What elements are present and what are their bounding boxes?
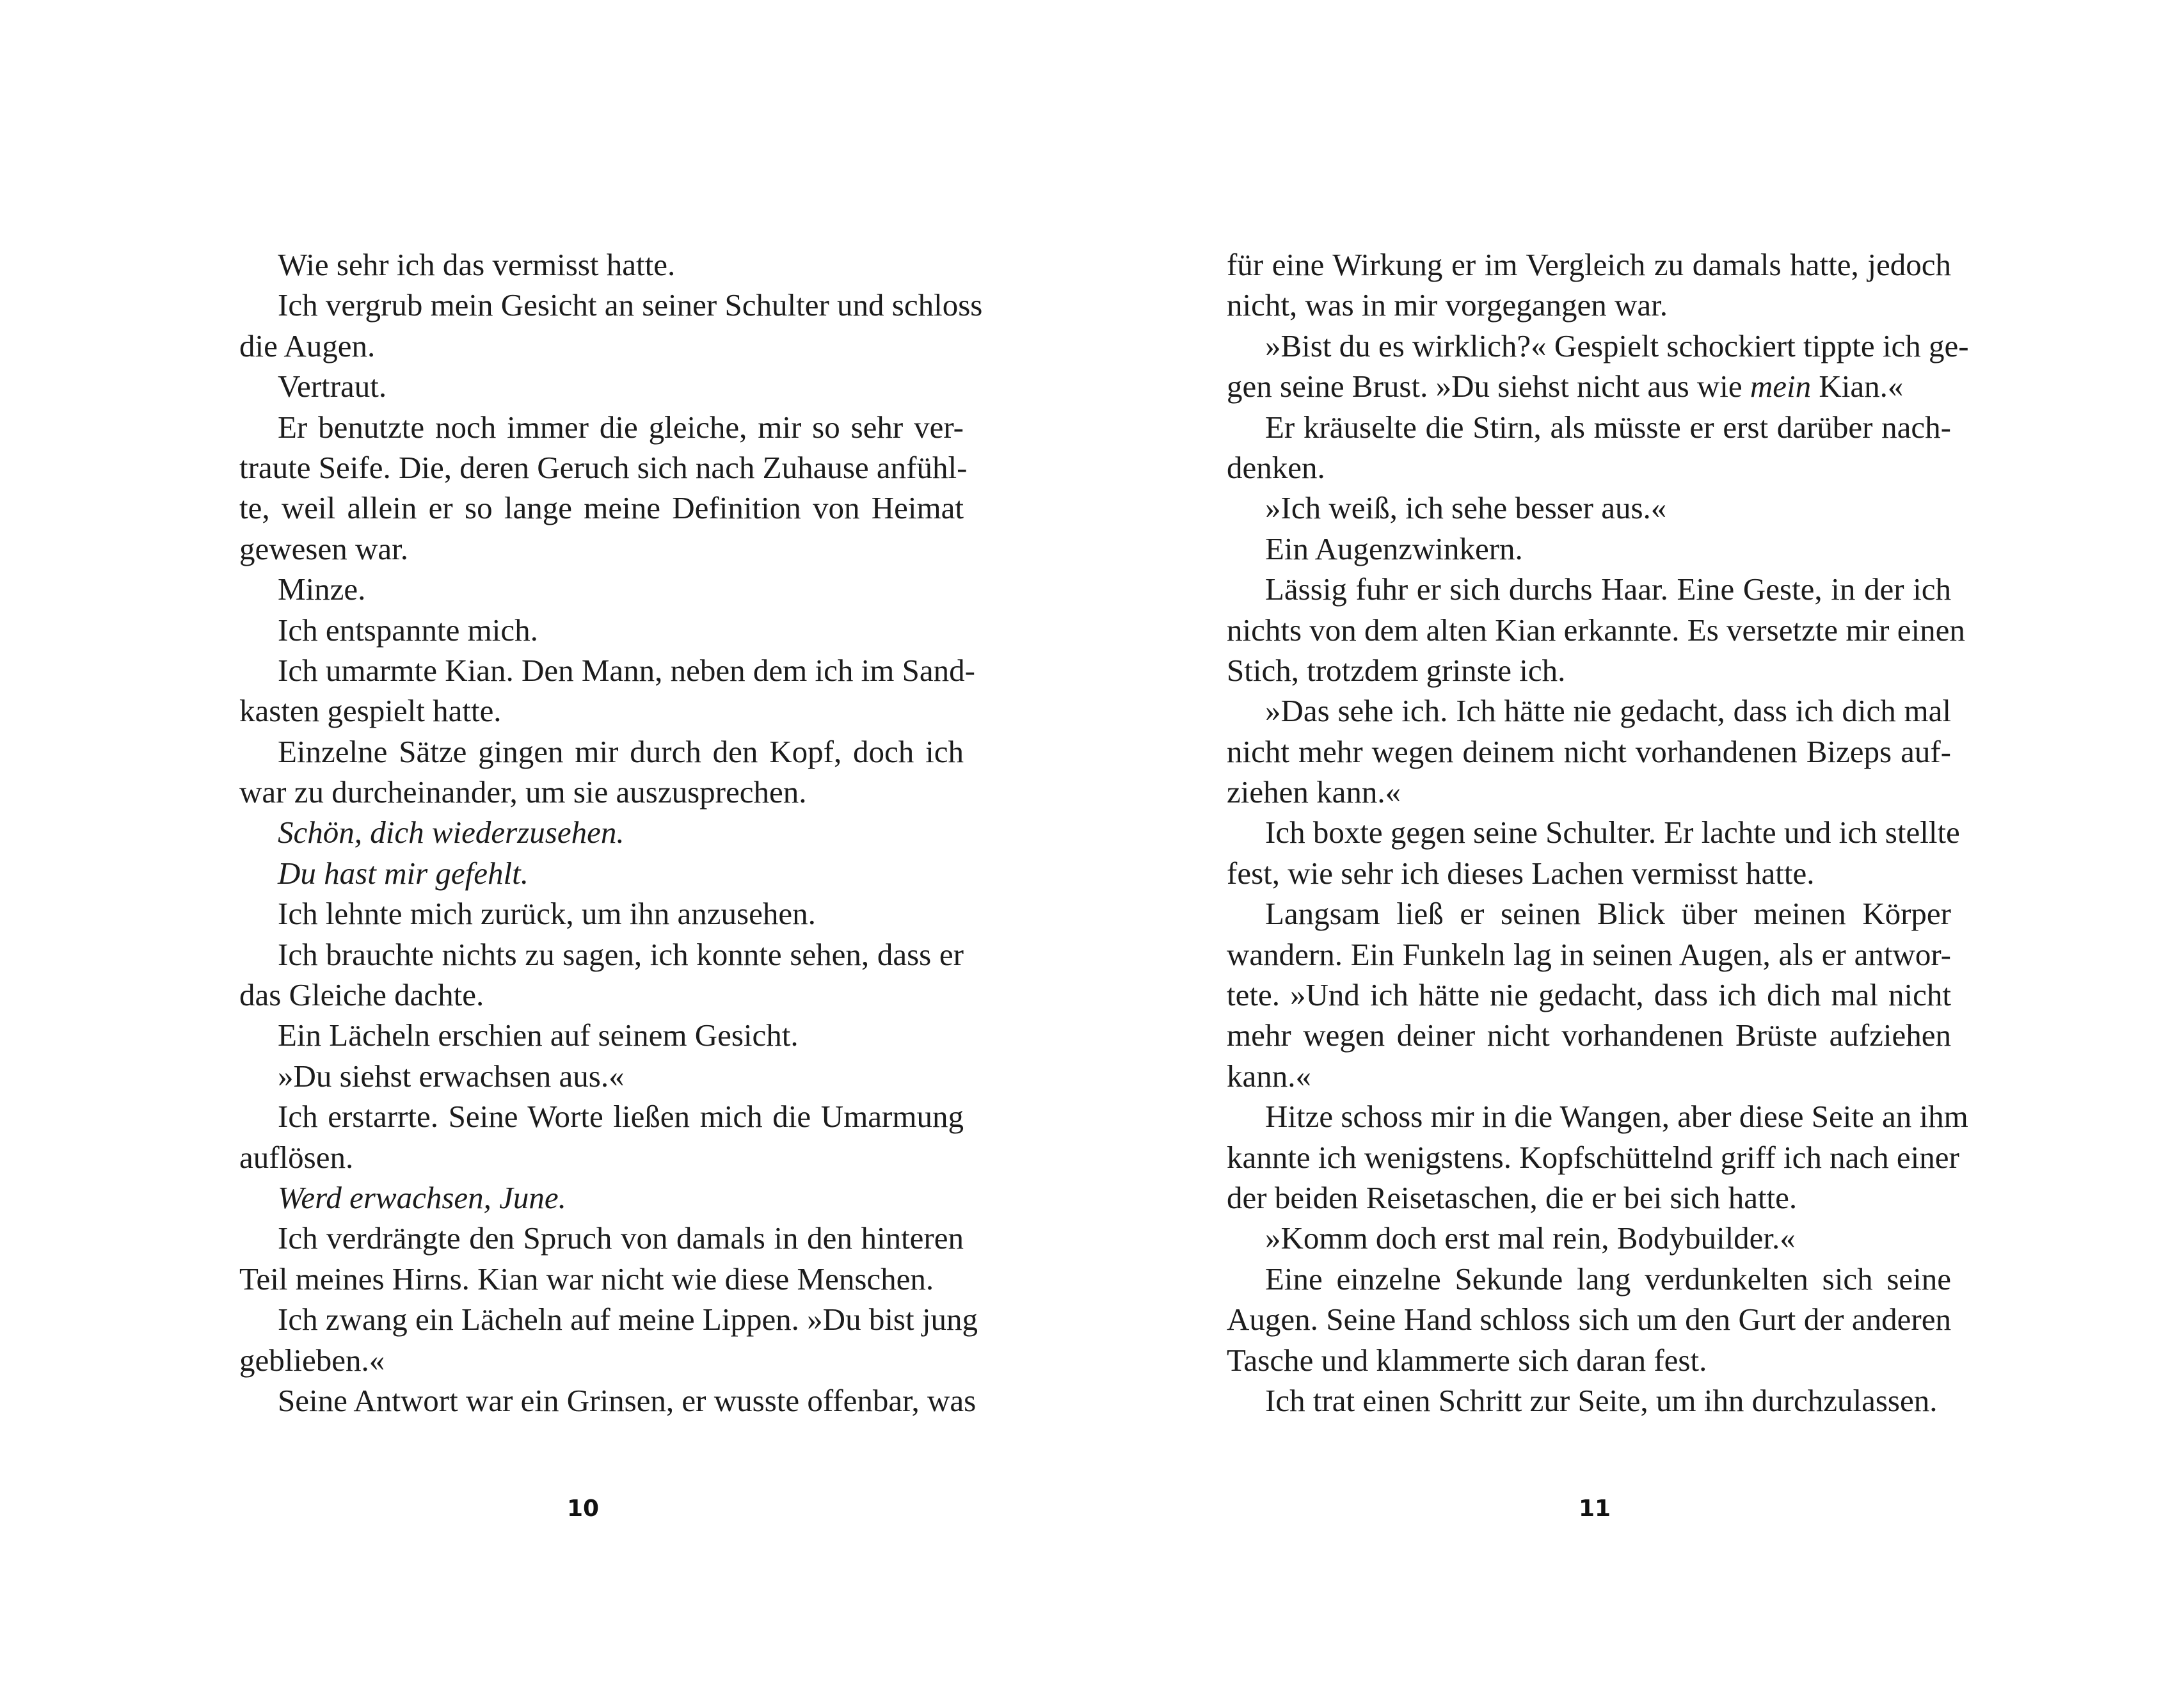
text-line: Ein Lächeln erschien auf seinem Gesicht.: [278, 1018, 799, 1053]
text-line: Ein Augenzwinkern.: [1265, 531, 1523, 566]
right-page-text: [1227, 244, 1969, 1421]
text-line: Ich trat einen Schritt zur Seite, um ihn durchzulassen.: [1265, 1382, 1938, 1418]
text-line: das Gleiche dachte.: [239, 977, 484, 1013]
text-line: Ich vergrub mein Gesicht an seiner Schulter und schloss: [278, 287, 983, 323]
text-line-italic: Werd erwachsen, June.: [278, 1179, 566, 1215]
text-line: der beiden Reisetaschen, die er bei sich hatte.: [1227, 1179, 1798, 1215]
text-line: Langsam ließ er seinen Blick über meinen Körper: [1265, 896, 1951, 932]
left-page: [0, 0, 1088, 1708]
text-line: Eine einzelne Sekunde lang verdunkelten sich seine: [1265, 1261, 1951, 1297]
text-line: gewesen war.: [239, 531, 408, 566]
text-line: Seine Antwort war ein Grinsen, er wusste offenbar, was: [278, 1382, 977, 1418]
text-segment: gen seine Brust. »Du siehst nicht aus wie: [1227, 369, 1750, 404]
text-line: »Komm doch erst mal rein, Bodybuilder.«: [1265, 1220, 1796, 1256]
text-line: Stich, trotzdem grinste ich.: [1227, 652, 1566, 688]
text-line-italic: Du hast mir gefehlt.: [278, 855, 529, 891]
text-line: Ich lehnte mich zurück, um ihn anzusehen.: [278, 896, 816, 932]
text-line: »Das sehe ich. Ich hätte nie gedacht, dass ich dich mal: [1265, 693, 1951, 729]
text-line: Minze.: [278, 571, 366, 607]
text-line: »Du siehst erwachsen aus.«: [278, 1058, 625, 1094]
text-line: Einzelne Sätze gingen mir durch den Kopf, doch ich: [278, 733, 964, 769]
text-line: nichts von dem alten Kian erkannte. Es versetzte mir einen: [1227, 612, 1965, 648]
text-line: Vertraut.: [278, 369, 387, 404]
text-line: fest, wie sehr ich dieses Lachen vermisst hatte.: [1227, 855, 1815, 891]
text-line: Augen. Seine Hand schloss sich um den Gurt der anderen: [1227, 1302, 1951, 1337]
text-line: Ich boxte gegen seine Schulter. Er lachte und ich stellte: [1265, 815, 1960, 850]
text-line: Ich brauchte nichts zu sagen, ich konnte sehen, dass er: [278, 936, 964, 972]
text-line: ziehen kann.«: [1227, 774, 1401, 810]
text-line: denken.: [1227, 449, 1325, 485]
text-line: tete. »Und ich hätte nie gedacht, dass ich dich mal nicht: [1227, 977, 1951, 1013]
text-line-italic: Schön, dich wiederzusehen.: [278, 815, 625, 850]
text-segment: Kian.«: [1811, 369, 1904, 404]
text-line: »Bist du es wirklich?« Gespielt schockiert tippte ich ge-: [1265, 328, 1969, 363]
text-line: nicht, was in mir vorgegangen war.: [1227, 287, 1668, 323]
text-line: Hitze schoss mir in die Wangen, aber diese Seite an ihm: [1265, 1099, 1968, 1135]
text-line: nicht mehr wegen deinem nicht vorhandenen Bizeps auf-: [1227, 733, 1951, 769]
text-line: traute Seife. Die, deren Geruch sich nach Zuhause anfühl-: [239, 449, 968, 485]
text-line: mehr wegen deiner nicht vorhandenen Brüste aufziehen: [1227, 1018, 1951, 1053]
page-number: 11: [1578, 1496, 1611, 1522]
text-line: kannte ich wenigstens. Kopfschüttelnd griff ich nach einer: [1227, 1139, 1959, 1175]
text-line: Ich erstarrte. Seine Worte ließen mich die Umarmung: [278, 1099, 964, 1135]
text-line: die Augen.: [239, 328, 376, 363]
text-line: Teil meines Hirns. Kian war nicht wie diese Menschen.: [239, 1261, 934, 1297]
text-line: Er benutzte noch immer die gleiche, mir so sehr ver-: [278, 409, 964, 445]
text-line: [1227, 366, 1951, 406]
text-line: kasten gespielt hatte.: [239, 693, 502, 729]
text-line: Tasche und klammerte sich daran fest.: [1227, 1342, 1707, 1378]
text-line: Ich zwang ein Lächeln auf meine Lippen. »Du bist jung: [278, 1302, 978, 1337]
text-line: Lässig fuhr er sich durchs Haar. Eine Geste, in der ich: [1265, 571, 1951, 607]
text-line: geblieben.«: [239, 1342, 385, 1378]
page-number: 10: [566, 1496, 600, 1522]
text-line: auflösen.: [239, 1139, 354, 1175]
text-line: für eine Wirkung er im Vergleich zu damals hatte, jedoch: [1227, 247, 1951, 282]
text-line: Ich entspannte mich.: [278, 612, 538, 648]
text-line: Ich umarmte Kian. Den Mann, neben dem ich im Sand-: [278, 652, 975, 688]
text-line: Ich verdrängte den Spruch von damals in den hinteren: [278, 1220, 964, 1256]
text-line: wandern. Ein Funkeln lag in seinen Augen, als er antwor-: [1227, 936, 1951, 972]
left-page-text: [239, 244, 983, 1421]
right-page: [1088, 0, 2177, 1708]
text-segment-italic: mein: [1750, 369, 1812, 404]
text-line: »Ich weiß, ich sehe besser aus.«: [1265, 490, 1667, 526]
text-line: te, weil allein er so lange meine Definition von Heimat: [239, 490, 964, 526]
text-line: Er kräuselte die Stirn, als müsste er erst darüber nach-: [1265, 409, 1951, 445]
text-line: Wie sehr ich das vermisst hatte.: [278, 247, 676, 282]
text-line: kann.«: [1227, 1058, 1311, 1094]
text-line: war zu durcheinander, um sie auszusprechen.: [239, 774, 807, 810]
